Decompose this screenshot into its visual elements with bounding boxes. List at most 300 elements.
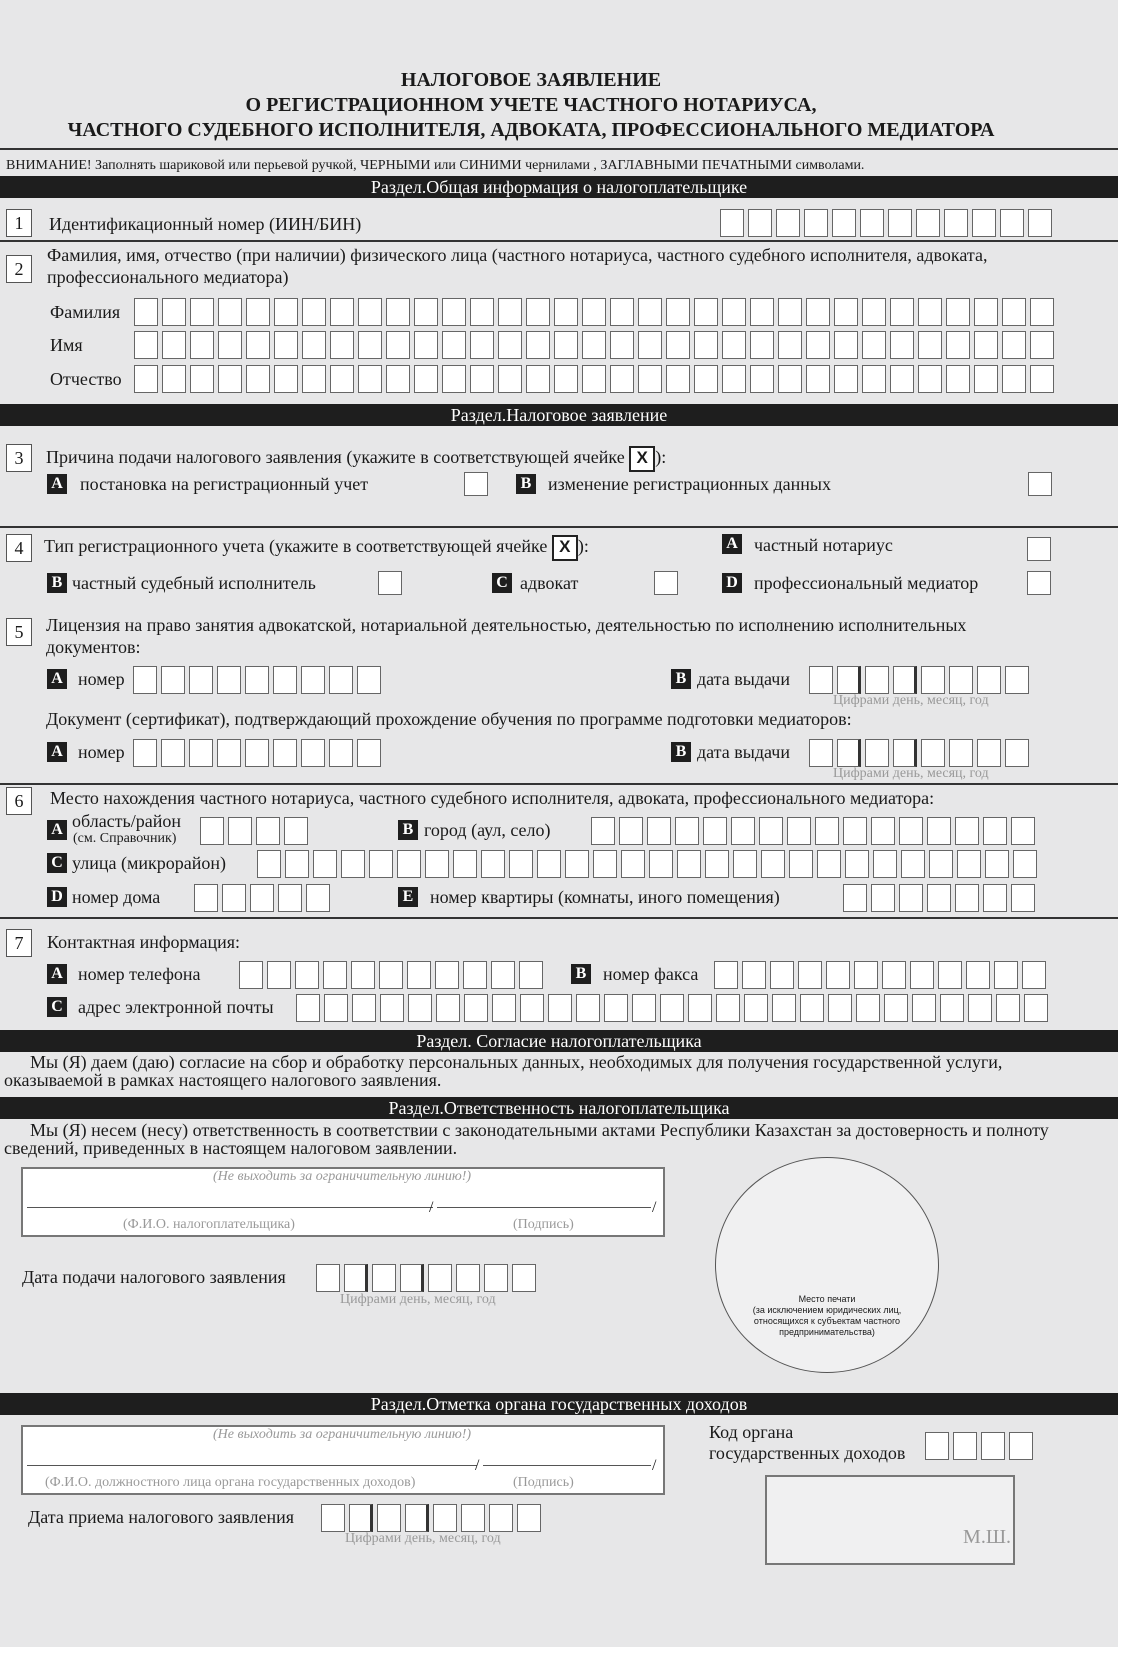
character-cell[interactable] <box>748 209 772 237</box>
surname-cells[interactable] <box>134 298 1054 326</box>
character-cell[interactable] <box>957 850 981 878</box>
character-cell[interactable] <box>632 994 656 1022</box>
character-cell[interactable] <box>428 1264 452 1292</box>
character-cell[interactable] <box>509 850 533 878</box>
character-cell[interactable] <box>619 817 643 845</box>
character-cell[interactable] <box>1022 961 1046 989</box>
street-cells[interactable] <box>257 850 1037 878</box>
character-cell[interactable] <box>927 884 951 912</box>
character-cell[interactable] <box>996 994 1020 1022</box>
reason-b-checkbox[interactable] <box>1028 472 1052 496</box>
character-cell[interactable] <box>217 666 241 694</box>
character-cell[interactable] <box>133 739 157 767</box>
character-cell[interactable] <box>862 365 886 393</box>
character-cell[interactable] <box>302 331 326 359</box>
character-cell[interactable] <box>910 961 934 989</box>
iin-bin-cells[interactable] <box>720 209 1052 237</box>
character-cell[interactable] <box>593 850 617 878</box>
name-cells[interactable] <box>134 331 1054 359</box>
character-cell[interactable] <box>921 739 945 767</box>
character-cell[interactable] <box>256 817 280 845</box>
character-cell[interactable] <box>660 994 684 1022</box>
city-cells[interactable] <box>591 817 1035 845</box>
character-cell[interactable] <box>190 298 214 326</box>
character-cell[interactable] <box>899 817 923 845</box>
character-cell[interactable] <box>278 884 302 912</box>
character-cell[interactable] <box>834 365 858 393</box>
character-cell[interactable] <box>442 331 466 359</box>
character-cell[interactable] <box>246 331 270 359</box>
character-cell[interactable] <box>358 365 382 393</box>
character-cell[interactable] <box>705 850 729 878</box>
character-cell[interactable] <box>722 331 746 359</box>
character-cell[interactable] <box>349 1504 373 1532</box>
character-cell[interactable] <box>582 365 606 393</box>
character-cell[interactable] <box>246 298 270 326</box>
character-cell[interactable] <box>200 817 224 845</box>
character-cell[interactable] <box>974 365 998 393</box>
character-cell[interactable] <box>1002 365 1026 393</box>
character-cell[interactable] <box>301 666 325 694</box>
character-cell[interactable] <box>526 298 550 326</box>
character-cell[interactable] <box>968 994 992 1022</box>
character-cell[interactable] <box>666 331 690 359</box>
character-cell[interactable] <box>222 884 246 912</box>
character-cell[interactable] <box>977 666 1001 694</box>
character-cell[interactable] <box>860 209 884 237</box>
character-cell[interactable] <box>400 1264 424 1292</box>
character-cell[interactable] <box>1030 331 1054 359</box>
license-date-cells[interactable] <box>809 666 1029 694</box>
character-cell[interactable] <box>837 739 861 767</box>
character-cell[interactable] <box>498 365 522 393</box>
character-cell[interactable] <box>189 739 213 767</box>
character-cell[interactable] <box>916 209 940 237</box>
region-cells[interactable] <box>200 817 308 845</box>
character-cell[interactable] <box>565 850 589 878</box>
license-number-cells[interactable] <box>133 666 381 694</box>
type-a-checkbox[interactable] <box>1027 537 1051 561</box>
patronymic-cells[interactable] <box>134 365 1054 393</box>
character-cell[interactable] <box>817 850 841 878</box>
character-cell[interactable] <box>647 817 671 845</box>
character-cell[interactable] <box>250 884 274 912</box>
apartment-cells[interactable] <box>843 884 1035 912</box>
character-cell[interactable] <box>245 666 269 694</box>
character-cell[interactable] <box>1000 209 1024 237</box>
character-cell[interactable] <box>837 666 861 694</box>
character-cell[interactable] <box>520 994 544 1022</box>
character-cell[interactable] <box>983 884 1007 912</box>
character-cell[interactable] <box>949 666 973 694</box>
character-cell[interactable] <box>862 331 886 359</box>
character-cell[interactable] <box>274 365 298 393</box>
character-cell[interactable] <box>414 331 438 359</box>
character-cell[interactable] <box>610 298 634 326</box>
character-cell[interactable] <box>414 365 438 393</box>
character-cell[interactable] <box>716 994 740 1022</box>
character-cell[interactable] <box>1030 365 1054 393</box>
character-cell[interactable] <box>284 817 308 845</box>
character-cell[interactable] <box>246 365 270 393</box>
character-cell[interactable] <box>1011 817 1035 845</box>
character-cell[interactable] <box>464 994 488 1022</box>
character-cell[interactable] <box>994 961 1018 989</box>
character-cell[interactable] <box>470 331 494 359</box>
character-cell[interactable] <box>313 850 337 878</box>
character-cell[interactable] <box>966 961 990 989</box>
character-cell[interactable] <box>890 331 914 359</box>
character-cell[interactable] <box>489 1504 513 1532</box>
character-cell[interactable] <box>806 365 830 393</box>
character-cell[interactable] <box>688 994 712 1022</box>
character-cell[interactable] <box>610 331 634 359</box>
character-cell[interactable] <box>953 1432 977 1460</box>
character-cell[interactable] <box>591 817 615 845</box>
character-cell[interactable] <box>854 961 878 989</box>
character-cell[interactable] <box>1009 1432 1033 1460</box>
character-cell[interactable] <box>843 884 867 912</box>
character-cell[interactable] <box>770 961 794 989</box>
character-cell[interactable] <box>245 739 269 767</box>
character-cell[interactable] <box>750 331 774 359</box>
character-cell[interactable] <box>442 298 466 326</box>
character-cell[interactable] <box>554 365 578 393</box>
character-cell[interactable] <box>329 666 353 694</box>
character-cell[interactable] <box>407 961 431 989</box>
character-cell[interactable] <box>694 365 718 393</box>
character-cell[interactable] <box>517 1504 541 1532</box>
character-cell[interactable] <box>302 298 326 326</box>
character-cell[interactable] <box>498 298 522 326</box>
character-cell[interactable] <box>733 850 757 878</box>
character-cell[interactable] <box>316 1264 340 1292</box>
character-cell[interactable] <box>666 298 690 326</box>
character-cell[interactable] <box>386 298 410 326</box>
character-cell[interactable] <box>351 961 375 989</box>
character-cell[interactable] <box>274 298 298 326</box>
character-cell[interactable] <box>974 298 998 326</box>
character-cell[interactable] <box>526 331 550 359</box>
character-cell[interactable] <box>946 331 970 359</box>
type-c-checkbox[interactable] <box>654 571 678 595</box>
character-cell[interactable] <box>526 365 550 393</box>
character-cell[interactable] <box>901 850 925 878</box>
character-cell[interactable] <box>675 817 699 845</box>
character-cell[interactable] <box>761 850 785 878</box>
character-cell[interactable] <box>940 994 964 1022</box>
character-cell[interactable] <box>358 331 382 359</box>
character-cell[interactable] <box>442 365 466 393</box>
certificate-number-cells[interactable] <box>133 739 381 767</box>
character-cell[interactable] <box>742 961 766 989</box>
type-d-checkbox[interactable] <box>1027 571 1051 595</box>
character-cell[interactable] <box>470 365 494 393</box>
character-cell[interactable] <box>918 365 942 393</box>
character-cell[interactable] <box>162 298 186 326</box>
character-cell[interactable] <box>425 850 449 878</box>
character-cell[interactable] <box>972 209 996 237</box>
character-cell[interactable] <box>610 365 634 393</box>
character-cell[interactable] <box>1030 298 1054 326</box>
character-cell[interactable] <box>414 298 438 326</box>
character-cell[interactable] <box>386 365 410 393</box>
character-cell[interactable] <box>582 331 606 359</box>
character-cell[interactable] <box>498 331 522 359</box>
character-cell[interactable] <box>379 961 403 989</box>
character-cell[interactable] <box>239 961 263 989</box>
character-cell[interactable] <box>470 298 494 326</box>
character-cell[interactable] <box>888 209 912 237</box>
character-cell[interactable] <box>189 666 213 694</box>
character-cell[interactable] <box>703 817 727 845</box>
character-cell[interactable] <box>301 739 325 767</box>
character-cell[interactable] <box>456 1264 480 1292</box>
character-cell[interactable] <box>358 298 382 326</box>
character-cell[interactable] <box>352 994 376 1022</box>
character-cell[interactable] <box>884 994 908 1022</box>
character-cell[interactable] <box>949 739 973 767</box>
character-cell[interactable] <box>938 961 962 989</box>
character-cell[interactable] <box>1011 884 1035 912</box>
character-cell[interactable] <box>944 209 968 237</box>
character-cell[interactable] <box>491 961 515 989</box>
character-cell[interactable] <box>981 1432 1005 1460</box>
house-cells[interactable] <box>194 884 330 912</box>
character-cell[interactable] <box>778 331 802 359</box>
character-cell[interactable] <box>484 1264 508 1292</box>
character-cell[interactable] <box>133 666 157 694</box>
character-cell[interactable] <box>218 298 242 326</box>
character-cell[interactable] <box>548 994 572 1022</box>
character-cell[interactable] <box>621 850 645 878</box>
character-cell[interactable] <box>217 739 241 767</box>
character-cell[interactable] <box>720 209 744 237</box>
character-cell[interactable] <box>273 739 297 767</box>
character-cell[interactable] <box>369 850 393 878</box>
character-cell[interactable] <box>804 209 828 237</box>
character-cell[interactable] <box>834 331 858 359</box>
character-cell[interactable] <box>267 961 291 989</box>
submit-date-cells[interactable] <box>316 1264 536 1292</box>
character-cell[interactable] <box>397 850 421 878</box>
character-cell[interactable] <box>714 961 738 989</box>
character-cell[interactable] <box>380 994 404 1022</box>
character-cell[interactable] <box>946 365 970 393</box>
character-cell[interactable] <box>862 298 886 326</box>
character-cell[interactable] <box>893 666 917 694</box>
character-cell[interactable] <box>806 331 830 359</box>
receive-date-cells[interactable] <box>321 1504 541 1532</box>
character-cell[interactable] <box>638 365 662 393</box>
character-cell[interactable] <box>983 817 1007 845</box>
character-cell[interactable] <box>722 365 746 393</box>
character-cell[interactable] <box>927 817 951 845</box>
character-cell[interactable] <box>228 817 252 845</box>
character-cell[interactable] <box>1013 850 1037 878</box>
character-cell[interactable] <box>638 298 662 326</box>
character-cell[interactable] <box>306 884 330 912</box>
character-cell[interactable] <box>759 817 783 845</box>
fax-cells[interactable] <box>714 961 1046 989</box>
character-cell[interactable] <box>649 850 673 878</box>
character-cell[interactable] <box>845 850 869 878</box>
character-cell[interactable] <box>834 298 858 326</box>
character-cell[interactable] <box>871 884 895 912</box>
character-cell[interactable] <box>1005 739 1029 767</box>
phone-cells[interactable] <box>239 961 543 989</box>
character-cell[interactable] <box>323 961 347 989</box>
character-cell[interactable] <box>357 666 381 694</box>
character-cell[interactable] <box>257 850 281 878</box>
character-cell[interactable] <box>871 817 895 845</box>
character-cell[interactable] <box>576 994 600 1022</box>
character-cell[interactable] <box>162 331 186 359</box>
character-cell[interactable] <box>694 298 718 326</box>
character-cell[interactable] <box>218 331 242 359</box>
character-cell[interactable] <box>638 331 662 359</box>
character-cell[interactable] <box>677 850 701 878</box>
character-cell[interactable] <box>481 850 505 878</box>
character-cell[interactable] <box>344 1264 368 1292</box>
character-cell[interactable] <box>604 994 628 1022</box>
character-cell[interactable] <box>435 961 459 989</box>
character-cell[interactable] <box>946 298 970 326</box>
character-cell[interactable] <box>330 298 354 326</box>
character-cell[interactable] <box>921 666 945 694</box>
certificate-date-cells[interactable] <box>809 739 1029 767</box>
character-cell[interactable] <box>295 961 319 989</box>
character-cell[interactable] <box>955 817 979 845</box>
character-cell[interactable] <box>190 331 214 359</box>
character-cell[interactable] <box>750 298 774 326</box>
character-cell[interactable] <box>453 850 477 878</box>
character-cell[interactable] <box>341 850 365 878</box>
character-cell[interactable] <box>321 1504 345 1532</box>
character-cell[interactable] <box>296 994 320 1022</box>
character-cell[interactable] <box>1005 666 1029 694</box>
character-cell[interactable] <box>554 298 578 326</box>
character-cell[interactable] <box>274 331 298 359</box>
authority-code-cells[interactable] <box>925 1432 1033 1460</box>
character-cell[interactable] <box>512 1264 536 1292</box>
character-cell[interactable] <box>798 961 822 989</box>
character-cell[interactable] <box>694 331 718 359</box>
character-cell[interactable] <box>929 850 953 878</box>
character-cell[interactable] <box>882 961 906 989</box>
character-cell[interactable] <box>218 365 242 393</box>
character-cell[interactable] <box>750 365 774 393</box>
character-cell[interactable] <box>918 298 942 326</box>
character-cell[interactable] <box>899 884 923 912</box>
character-cell[interactable] <box>330 331 354 359</box>
character-cell[interactable] <box>955 884 979 912</box>
character-cell[interactable] <box>865 666 889 694</box>
character-cell[interactable] <box>1028 209 1052 237</box>
character-cell[interactable] <box>134 365 158 393</box>
taxpayer-signature-box[interactable] <box>21 1167 665 1237</box>
character-cell[interactable] <box>865 739 889 767</box>
character-cell[interactable] <box>377 1504 401 1532</box>
character-cell[interactable] <box>134 298 158 326</box>
character-cell[interactable] <box>461 1504 485 1532</box>
character-cell[interactable] <box>828 994 852 1022</box>
character-cell[interactable] <box>386 331 410 359</box>
character-cell[interactable] <box>194 884 218 912</box>
character-cell[interactable] <box>985 850 1009 878</box>
character-cell[interactable] <box>815 817 839 845</box>
character-cell[interactable] <box>778 298 802 326</box>
character-cell[interactable] <box>809 739 833 767</box>
character-cell[interactable] <box>731 817 755 845</box>
email-cells[interactable] <box>296 994 1048 1022</box>
character-cell[interactable] <box>912 994 936 1022</box>
character-cell[interactable] <box>918 331 942 359</box>
character-cell[interactable] <box>1024 994 1048 1022</box>
character-cell[interactable] <box>302 365 326 393</box>
character-cell[interactable] <box>722 298 746 326</box>
character-cell[interactable] <box>161 666 185 694</box>
character-cell[interactable] <box>977 739 1001 767</box>
character-cell[interactable] <box>789 850 813 878</box>
character-cell[interactable] <box>537 850 561 878</box>
character-cell[interactable] <box>890 365 914 393</box>
reason-a-checkbox[interactable] <box>464 472 488 496</box>
type-b-checkbox[interactable] <box>378 571 402 595</box>
character-cell[interactable] <box>436 994 460 1022</box>
character-cell[interactable] <box>330 365 354 393</box>
character-cell[interactable] <box>809 666 833 694</box>
character-cell[interactable] <box>893 739 917 767</box>
character-cell[interactable] <box>463 961 487 989</box>
character-cell[interactable] <box>772 994 796 1022</box>
character-cell[interactable] <box>925 1432 949 1460</box>
character-cell[interactable] <box>162 365 186 393</box>
character-cell[interactable] <box>843 817 867 845</box>
character-cell[interactable] <box>324 994 348 1022</box>
character-cell[interactable] <box>666 365 690 393</box>
character-cell[interactable] <box>1002 298 1026 326</box>
character-cell[interactable] <box>519 961 543 989</box>
character-cell[interactable] <box>890 298 914 326</box>
character-cell[interactable] <box>408 994 432 1022</box>
character-cell[interactable] <box>161 739 185 767</box>
character-cell[interactable] <box>492 994 516 1022</box>
character-cell[interactable] <box>357 739 381 767</box>
character-cell[interactable] <box>832 209 856 237</box>
character-cell[interactable] <box>744 994 768 1022</box>
character-cell[interactable] <box>433 1504 457 1532</box>
character-cell[interactable] <box>554 331 578 359</box>
character-cell[interactable] <box>372 1264 396 1292</box>
character-cell[interactable] <box>800 994 824 1022</box>
character-cell[interactable] <box>405 1504 429 1532</box>
character-cell[interactable] <box>285 850 309 878</box>
character-cell[interactable] <box>134 331 158 359</box>
character-cell[interactable] <box>190 365 214 393</box>
character-cell[interactable] <box>776 209 800 237</box>
official-signature-box[interactable] <box>21 1425 665 1495</box>
character-cell[interactable] <box>582 298 606 326</box>
character-cell[interactable] <box>273 666 297 694</box>
character-cell[interactable] <box>329 739 353 767</box>
character-cell[interactable] <box>856 994 880 1022</box>
character-cell[interactable] <box>806 298 830 326</box>
character-cell[interactable] <box>787 817 811 845</box>
character-cell[interactable] <box>778 365 802 393</box>
character-cell[interactable] <box>826 961 850 989</box>
character-cell[interactable] <box>974 331 998 359</box>
